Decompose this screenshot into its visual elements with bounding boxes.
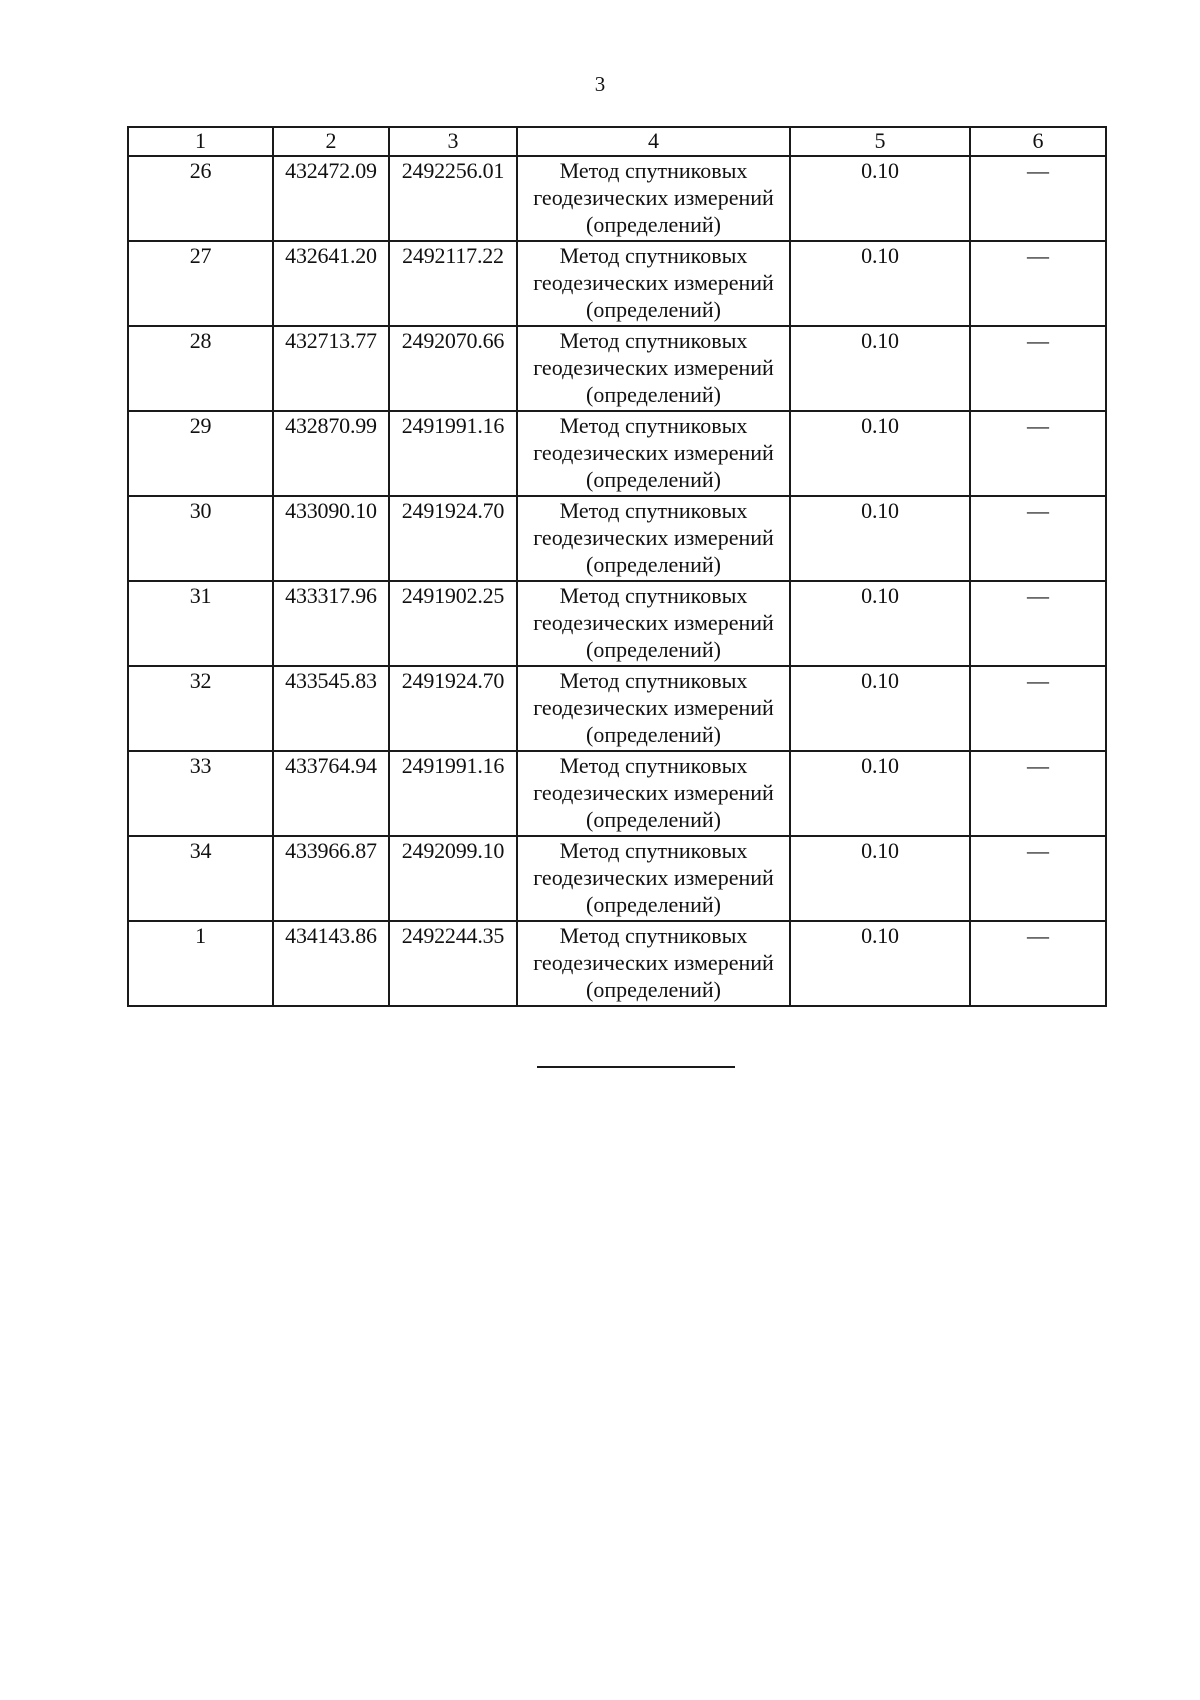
- note-cell: —: [970, 411, 1106, 496]
- method-line: геодезических измерений: [533, 355, 774, 380]
- x-coordinate-cell: 432472.09: [273, 156, 389, 241]
- method-line: (определений): [586, 552, 721, 577]
- method-line: Метод спутниковых: [559, 838, 748, 863]
- closing-rule: [537, 1066, 735, 1068]
- point-number-cell: 34: [128, 836, 273, 921]
- point-number-cell: 32: [128, 666, 273, 751]
- table-header-row: [128, 127, 1106, 156]
- y-coordinate-cell: 2492099.10: [389, 836, 517, 921]
- point-number-cell: 33: [128, 751, 273, 836]
- column-header-1: 1: [128, 127, 273, 156]
- method-line: Метод спутниковых: [559, 243, 748, 268]
- x-coordinate-cell: 433090.10: [273, 496, 389, 581]
- table-row: [128, 411, 1106, 496]
- y-coordinate-cell: 2492244.35: [389, 921, 517, 1006]
- note-cell: —: [970, 836, 1106, 921]
- accuracy-cell: 0.10: [790, 581, 970, 666]
- point-number-cell: 27: [128, 241, 273, 326]
- method-line: (определений): [586, 637, 721, 662]
- method-line: Метод спутниковых: [559, 583, 748, 608]
- table-row: [128, 751, 1106, 836]
- accuracy-cell: 0.10: [790, 411, 970, 496]
- note-cell: —: [970, 496, 1106, 581]
- method-line: геодезических измерений: [533, 865, 774, 890]
- method-line: Метод спутниковых: [559, 328, 748, 353]
- method-line: Метод спутниковых: [559, 923, 748, 948]
- method-line: Метод спутниковых: [559, 158, 748, 183]
- method-line: геодезических измерений: [533, 610, 774, 635]
- x-coordinate-cell: 432870.99: [273, 411, 389, 496]
- method-cell: [517, 581, 790, 666]
- note-cell: —: [970, 581, 1106, 666]
- method-cell: [517, 156, 790, 241]
- table-row: [128, 496, 1106, 581]
- method-line: (определений): [586, 722, 721, 747]
- note-cell: —: [970, 921, 1106, 1006]
- y-coordinate-cell: 2491924.70: [389, 666, 517, 751]
- y-coordinate-cell: 2492256.01: [389, 156, 517, 241]
- accuracy-cell: 0.10: [790, 496, 970, 581]
- column-header-5: 5: [790, 127, 970, 156]
- method-cell: [517, 751, 790, 836]
- note-cell: —: [970, 326, 1106, 411]
- method-cell: [517, 836, 790, 921]
- table-body: [128, 156, 1106, 1006]
- accuracy-cell: 0.10: [790, 836, 970, 921]
- table-row: [128, 581, 1106, 666]
- method-cell: [517, 496, 790, 581]
- method-line: (определений): [586, 212, 721, 237]
- x-coordinate-cell: 433966.87: [273, 836, 389, 921]
- x-coordinate-cell: 433545.83: [273, 666, 389, 751]
- point-number-cell: 31: [128, 581, 273, 666]
- y-coordinate-cell: 2491991.16: [389, 411, 517, 496]
- accuracy-cell: 0.10: [790, 921, 970, 1006]
- method-line: Метод спутниковых: [559, 753, 748, 778]
- method-cell: [517, 921, 790, 1006]
- accuracy-cell: 0.10: [790, 751, 970, 836]
- method-line: (определений): [586, 977, 721, 1002]
- method-line: геодезических измерений: [533, 780, 774, 805]
- point-number-cell: 30: [128, 496, 273, 581]
- table-row: [128, 836, 1106, 921]
- note-cell: —: [970, 751, 1106, 836]
- point-number-cell: 29: [128, 411, 273, 496]
- method-line: геодезических измерений: [533, 185, 774, 210]
- y-coordinate-cell: 2491991.16: [389, 751, 517, 836]
- point-number-cell: 28: [128, 326, 273, 411]
- column-header-4: 4: [517, 127, 790, 156]
- method-line: (определений): [586, 297, 721, 322]
- x-coordinate-cell: 433317.96: [273, 581, 389, 666]
- accuracy-cell: 0.10: [790, 156, 970, 241]
- y-coordinate-cell: 2492070.66: [389, 326, 517, 411]
- table-row: [128, 156, 1106, 241]
- method-cell: [517, 326, 790, 411]
- note-cell: —: [970, 156, 1106, 241]
- y-coordinate-cell: 2492117.22: [389, 241, 517, 326]
- accuracy-cell: 0.10: [790, 326, 970, 411]
- column-header-3: 3: [389, 127, 517, 156]
- table-row: [128, 326, 1106, 411]
- method-line: Метод спутниковых: [559, 668, 748, 693]
- method-cell: [517, 411, 790, 496]
- point-number-cell: 26: [128, 156, 273, 241]
- method-cell: [517, 241, 790, 326]
- method-line: (определений): [586, 382, 721, 407]
- y-coordinate-cell: 2491924.70: [389, 496, 517, 581]
- column-header-6: 6: [970, 127, 1106, 156]
- accuracy-cell: 0.10: [790, 241, 970, 326]
- method-line: геодезических измерений: [533, 950, 774, 975]
- method-line: (определений): [586, 892, 721, 917]
- table-row: [128, 241, 1106, 326]
- accuracy-cell: 0.10: [790, 666, 970, 751]
- point-number-cell: 1: [128, 921, 273, 1006]
- table-row: [128, 666, 1106, 751]
- method-line: (определений): [586, 467, 721, 492]
- page-number: 3: [594, 72, 606, 96]
- table-row: [128, 921, 1106, 1006]
- note-cell: —: [970, 666, 1106, 751]
- x-coordinate-cell: 432713.77: [273, 326, 389, 411]
- method-line: (определений): [586, 807, 721, 832]
- method-line: Метод спутниковых: [559, 498, 748, 523]
- method-line: геодезических измерений: [533, 440, 774, 465]
- x-coordinate-cell: 434143.86: [273, 921, 389, 1006]
- coordinates-table: [127, 126, 1107, 1007]
- column-header-2: 2: [273, 127, 389, 156]
- method-line: геодезических измерений: [533, 525, 774, 550]
- y-coordinate-cell: 2491902.25: [389, 581, 517, 666]
- method-line: геодезических измерений: [533, 270, 774, 295]
- x-coordinate-cell: 433764.94: [273, 751, 389, 836]
- method-cell: [517, 666, 790, 751]
- method-line: Метод спутниковых: [559, 413, 748, 438]
- note-cell: —: [970, 241, 1106, 326]
- x-coordinate-cell: 432641.20: [273, 241, 389, 326]
- method-line: геодезических измерений: [533, 695, 774, 720]
